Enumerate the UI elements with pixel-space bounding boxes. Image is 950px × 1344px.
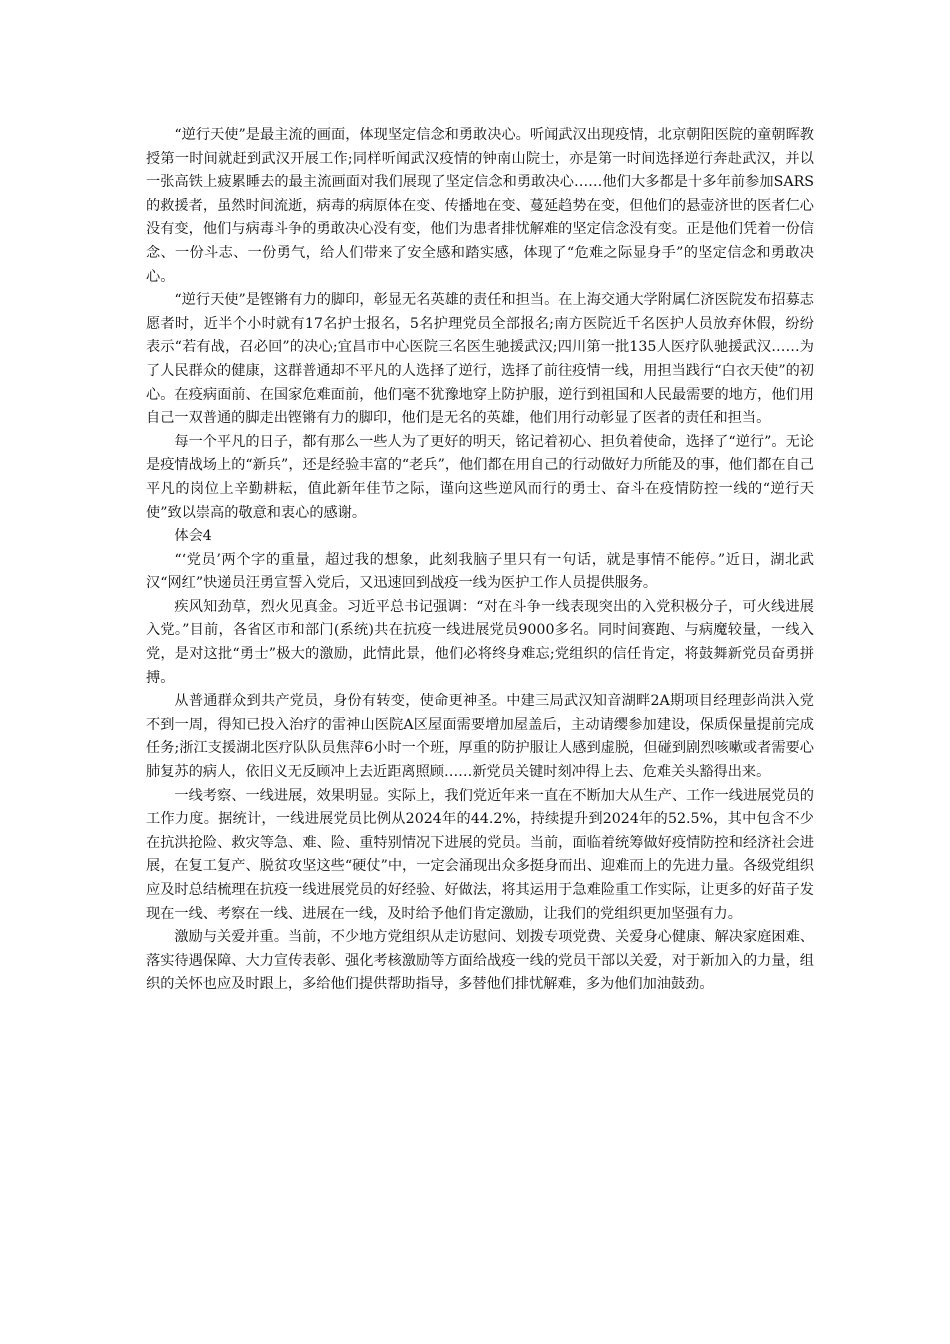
paragraph-incentive-care: 激励与关爱并重。当前，不少地方党组织从走访慰问、划拨专项党费、关爱身心健康、解决家庭困难、落实待遇保障、大力宣传表彰、强化考核激励等方面给战疫一线的党员干部以关爱，对于新加入的力量，组织的关怀也应及时跟上，多给他们提供帮助指导，多替他们排忧解难，多为他们加油鼓劲。 — [146, 929, 814, 993]
paragraph-party-member-quote: “‘党员’两个字的重量，超过我的想象，此刻我脑子里只有一句话，就是事情不能停。”近日，湖北武汉“网红”快递员汪勇宣誓入党后，又迅速回到战疫一线为医护工作人员提供服务。 — [146, 551, 814, 592]
paragraph-frontline-admission: 疾风知劲草，烈火见真金。习近平总书记强调：“对在斗争一线表现突出的入党积极分子，可火线进展入党。”目前，各省区市和部门(系统)共在抗疫一线进展党员9000多名。同时间赛跑、与病魔较量，一线入党，是对这批“勇士”极大的激励，此情此景，他们必将终身难忘;党组织的信任肯定，将鼓舞新党员奋勇拼搏。 — [146, 598, 814, 686]
paragraph-retrograde-angels-footprint: “逆行天使”是铿锵有力的脚印，彰显无名英雄的责任和担当。在上海交通大学附属仁济医院发布招募志愿者时，近半个小时就有17名护士报名，5名护理党员全部报名;南方医院近千名医护人员放弃休假，纷纷表示“若有战，召必回”的决心;宜昌市中心医院三名医生驰援武汉;四川第一批135人医疗队驰援武汉……为了人民群众的健康，这群普通却不平凡的人选择了逆行，选择了前往疫情一线，用担当践行“白衣天使”的初心。在疫病面前、在国家危难面前，他们毫不犹豫地穿上防护服，逆行到祖国和人民最需要的地方，他们用自己一双普通的脚走出铿锵有力的脚印，他们是无名的英雄，他们用行动彰显了医者的责任和担当。 — [146, 292, 814, 427]
paragraph-frontline-assessment: 一线考察、一线进展，效果明显。实际上，我们党近年来一直在不断加大从生产、工作一线进展党员的工作力度。据统计，一线进展党员比例从2024年的44.2%，持续提升到2024年的52.5%，其中包含不少在抗洪抢险、救灾等急、难、险、重特别情况下进展的党员。当前，面临着统筹做好疫情防控和经济社会进展，在复工复产、脱贫攻坚这些“硬仗”中，一定会涌现出众多挺身而出、迎难而上的先进力量。各级党组织应及时总结梳理在抗疫一线进展党员的好经验、好做法，将其运用于急难险重工作实际，让更多的好苗子发现在一线、考察在一线、进展在一线，及时给予他们肯定激励，让我们的党组织更加坚强有力。 — [146, 787, 814, 922]
paragraph-tribute: 每一个平凡的日子，都有那么一些人为了更好的明天，铭记着初心、担负着使命，选择了“逆行”。无论是疫情战场上的“新兵”，还是经验丰富的“老兵”，他们都在用自己的行动做好力所能及的事，他们都在自己平凡的岗位上辛勤耕耘，值此新年佳节之际，谨向这些逆风而行的勇士、奋斗在疫情防控一线的“逆行天使”致以崇高的敬意和衷心的感谢。 — [146, 433, 814, 521]
paragraph-retrograde-angels-belief: “逆行天使”是最主流的画面，体现坚定信念和勇敢决心。听闻武汉出现疫情，北京朝阳医院的童朝晖教授第一时间就赶到武汉开展工作;同样听闻武汉疫情的钟南山院士，亦是第一时间选择逆行奔赴武汉，并以一张高铁上疲累睡去的最主流画面对我们展现了坚定信念和勇敢决心……他们大多都是十多年前参加SARS的救援者，虽然时间流逝，病毒的病原体在变、传播地在变、蔓延趋势在变，但他们的悬壶济世的医者仁心没有变，他们与病毒斗争的勇敢决心没有变，他们为患者排忧解难的坚定信念没有变。正是他们凭着一份信念、一份斗志、一份勇气，给人们带来了安全感和踏实感，体现了“危难之际显身手”的坚定信念和勇敢决心。 — [146, 127, 814, 285]
paragraph-identity-change: 从普通群众到共产党员，身份有转变，使命更神圣。中建三局武汉知音湖畔2A期项目经理彭尚洪入党不到一周，得知已投入治疗的雷神山医院A区屋面需要增加屋盖后，主动请缨参加建设，保质保量提前完成任务;浙江支援湖北医疗队队员焦萍6小时一个班，厚重的防护服让人感到虚脱，但碰到剧烈咳嗽或者需要心肺复苏的病人，依旧义无反顾冲上去近距离照顾……新党员关键时刻冲得上去、危难关头豁得出来。 — [146, 693, 814, 781]
section-heading: 体会4 — [174, 528, 212, 545]
document-body — [146, 124, 814, 997]
